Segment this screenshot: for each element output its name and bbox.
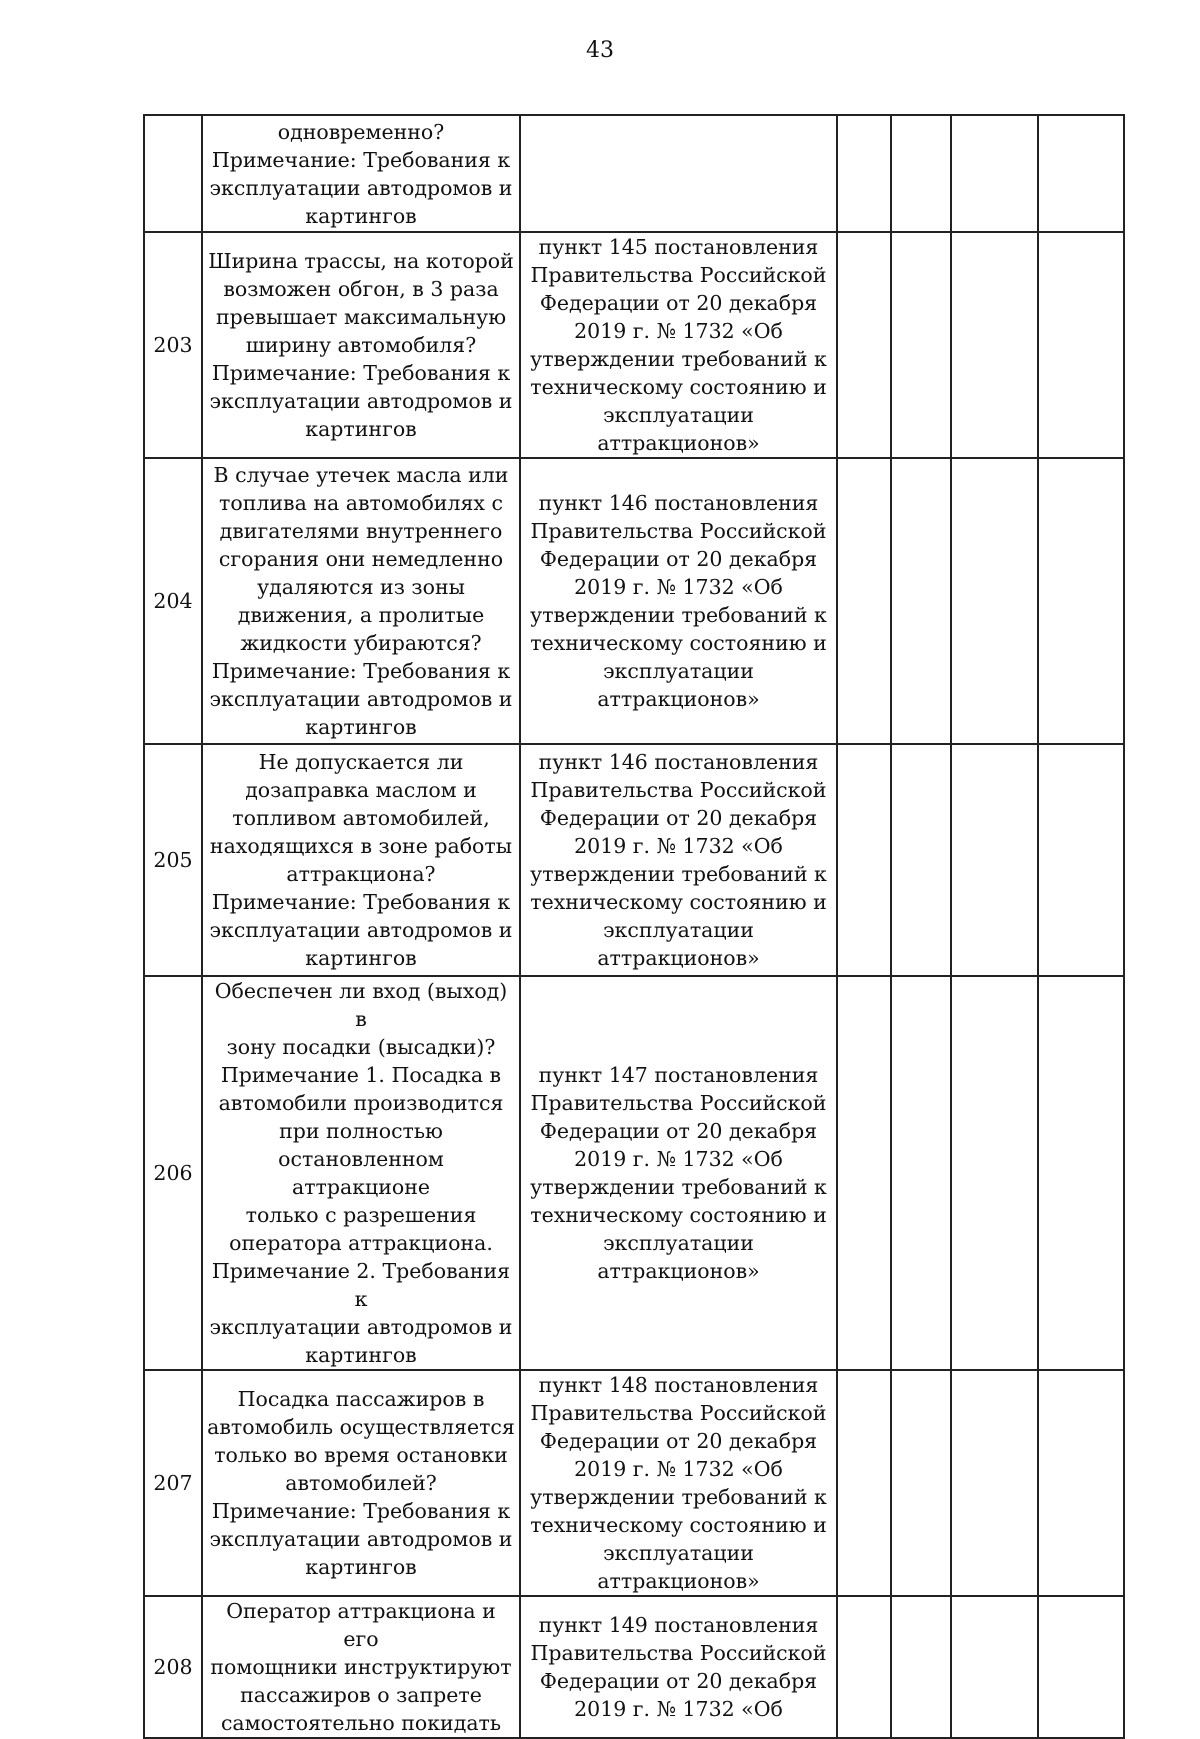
row-number: 203 <box>144 232 202 458</box>
answer-na-cell <box>951 115 1038 232</box>
question-cell: одновременно? Примечание: Требования к эксплуатации автодромов и картингов <box>202 115 520 232</box>
answer-na-cell <box>951 744 1038 976</box>
answer-no-cell <box>891 976 951 1370</box>
answer-yes-cell <box>837 744 891 976</box>
table-row <box>144 1596 1124 1738</box>
comment-cell <box>1038 232 1124 458</box>
row-number: 206 <box>144 976 202 1370</box>
answer-no-cell <box>891 232 951 458</box>
answer-yes-cell <box>837 115 891 232</box>
page-number: 43 <box>586 38 614 63</box>
answer-na-cell <box>951 458 1038 744</box>
table-row <box>144 458 1124 744</box>
row-number: 204 <box>144 458 202 744</box>
row-number <box>144 115 202 232</box>
question-cell: Обеспечен ли вход (выход) в зону посадки (высадки)? Примечание 1. Посадка в автомобили производится при полностью остановленном аттракционе только с разрешения оператора аттракциона. Примечание 2. Требования к эксплуатации автодромов и картингов <box>202 976 520 1370</box>
answer-no-cell <box>891 744 951 976</box>
comment-cell <box>1038 1370 1124 1596</box>
answer-no-cell <box>891 1370 951 1596</box>
row-number: 205 <box>144 744 202 976</box>
row-number: 208 <box>144 1596 202 1738</box>
requirement-cell: пункт 145 постановления Правительства Российской Федерации от 20 декабря 2019 г. № 1732 «Об утверждении требований к техническому состоянию и эксплуатации аттракционов» <box>520 232 837 458</box>
table-row <box>144 1370 1124 1596</box>
answer-no-cell <box>891 1596 951 1738</box>
question-cell: Посадка пассажиров в автомобиль осуществляется только во время остановки автомобилей? Примечание: Требования к эксплуатации автодромов и картингов <box>202 1370 520 1596</box>
question-cell: Оператор аттракциона и его помощники инструктируют пассажиров о запрете самостоятельно покидать <box>202 1596 520 1738</box>
answer-yes-cell <box>837 976 891 1370</box>
comment-cell <box>1038 744 1124 976</box>
requirement-cell: пункт 147 постановления Правительства Российской Федерации от 20 декабря 2019 г. № 1732 «Об утверждении требований к техническому состоянию и эксплуатации аттракционов» <box>520 976 837 1370</box>
answer-na-cell <box>951 1370 1038 1596</box>
table-row <box>144 976 1124 1370</box>
requirement-cell <box>520 115 837 232</box>
answer-yes-cell <box>837 232 891 458</box>
answer-yes-cell <box>837 458 891 744</box>
question-cell: Ширина трассы, на которой возможен обгон, в 3 раза превышает максимальную ширину автомобиля? Примечание: Требования к эксплуатации автодромов и картингов <box>202 232 520 458</box>
requirement-cell: пункт 148 постановления Правительства Российской Федерации от 20 декабря 2019 г. № 1732 «Об утверждении требований к техническому состоянию и эксплуатации аттракционов» <box>520 1370 837 1596</box>
checklist-table <box>143 114 1125 1739</box>
row-number: 207 <box>144 1370 202 1596</box>
table-row <box>144 115 1124 232</box>
question-cell: В случае утечек масла или топлива на автомобилях с двигателями внутреннего сгорания они немедленно удаляются из зоны движения, а пролитые жидкости убираются? Примечание: Требования к эксплуатации автодромов и картингов <box>202 458 520 744</box>
requirement-cell: пункт 146 постановления Правительства Российской Федерации от 20 декабря 2019 г. № 1732 «Об утверждении требований к техническому состоянию и эксплуатации аттракционов» <box>520 744 837 976</box>
table-row <box>144 232 1124 458</box>
requirement-cell: пункт 149 постановления Правительства Российской Федерации от 20 декабря 2019 г. № 1732 «Об <box>520 1596 837 1738</box>
table-row <box>144 744 1124 976</box>
answer-na-cell <box>951 232 1038 458</box>
answer-no-cell <box>891 115 951 232</box>
comment-cell <box>1038 458 1124 744</box>
question-cell: Не допускается ли дозаправка маслом и топливом автомобилей, находящихся в зоне работы аттракциона? Примечание: Требования к эксплуатации автодромов и картингов <box>202 744 520 976</box>
comment-cell <box>1038 1596 1124 1738</box>
comment-cell <box>1038 115 1124 232</box>
answer-yes-cell <box>837 1596 891 1738</box>
comment-cell <box>1038 976 1124 1370</box>
answer-na-cell <box>951 1596 1038 1738</box>
answer-na-cell <box>951 976 1038 1370</box>
requirement-cell: пункт 146 постановления Правительства Российской Федерации от 20 декабря 2019 г. № 1732 «Об утверждении требований к техническому состоянию и эксплуатации аттракционов» <box>520 458 837 744</box>
answer-yes-cell <box>837 1370 891 1596</box>
answer-no-cell <box>891 458 951 744</box>
